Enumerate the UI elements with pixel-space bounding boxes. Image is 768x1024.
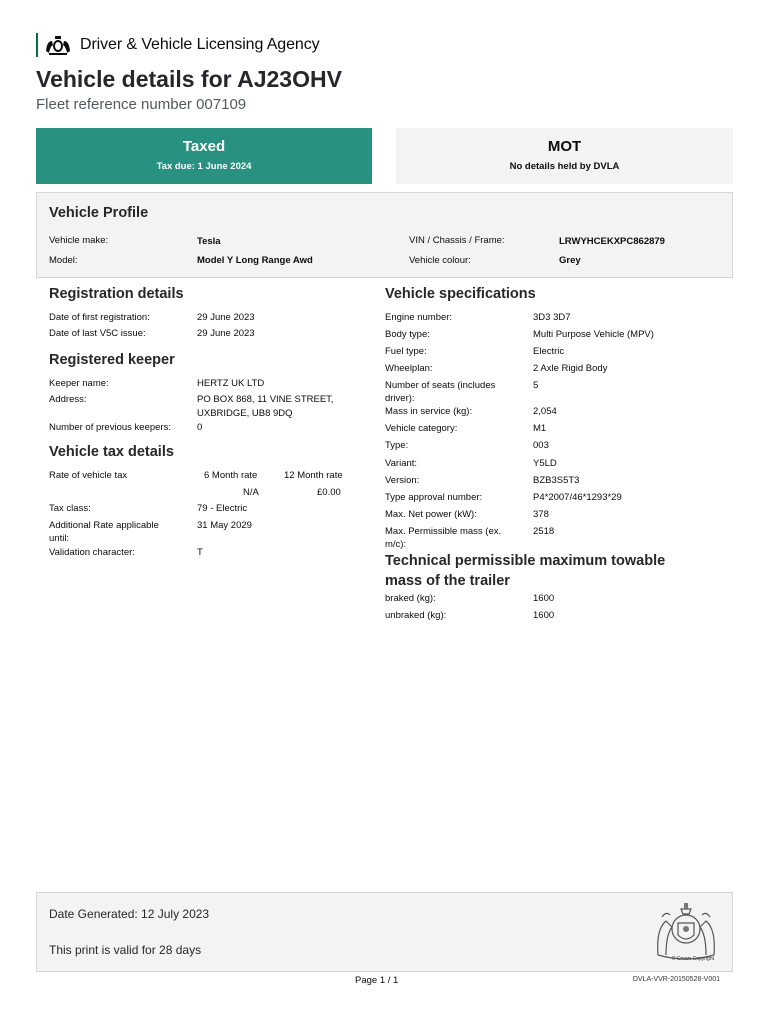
additional-rate-label: Additional Rate applicable xyxy=(49,520,159,531)
tax-due-date: Tax due: 1 June 2024 xyxy=(156,161,252,172)
braked-value: 1600 xyxy=(533,593,555,604)
spec-value: Electric xyxy=(533,346,565,357)
tax-rate-label: Rate of vehicle tax xyxy=(49,470,128,481)
vehicle-colour-value: Grey xyxy=(559,255,581,266)
agency-name: Driver & Vehicle Licensing Agency xyxy=(80,36,320,53)
agency-header xyxy=(36,33,320,57)
last-v5c-label: Date of last V5C issue: xyxy=(49,328,146,339)
spec-label: Number of seats (includes xyxy=(385,380,496,391)
spec-label: Variant: xyxy=(385,458,418,469)
spec-label: Engine number: xyxy=(385,312,453,323)
unbraked-label: unbraked (kg): xyxy=(385,610,447,621)
vehicle-profile-panel xyxy=(36,192,733,278)
twelve-month-rate-header: 12 Month rate xyxy=(284,470,343,481)
validity-note: This print is valid for 28 days xyxy=(49,943,202,957)
vehicle-make-value: Tesla xyxy=(197,236,221,247)
page-number: Page 1 / 1 xyxy=(355,975,399,986)
spec-value: Y5LD xyxy=(533,458,557,469)
spec-value: BZB3S5T3 xyxy=(533,475,580,486)
fleet-reference: Fleet reference number 007109 xyxy=(36,96,247,113)
footer-panel xyxy=(36,892,733,972)
first-registration-value: 29 June 2023 xyxy=(197,312,255,323)
spec-value: 003 xyxy=(533,440,549,451)
additional-rate-label-2: until: xyxy=(49,533,70,544)
crown-copyright: © Crown Copyright xyxy=(671,956,714,962)
tax-heading: Vehicle tax details xyxy=(49,444,174,460)
spec-label: Version: xyxy=(385,475,420,486)
spec-value: 2518 xyxy=(533,526,555,537)
date-generated: Date Generated: 12 July 2023 xyxy=(49,907,210,921)
spec-label: Max. Permissible mass (ex. xyxy=(385,526,502,537)
royal-crest-icon xyxy=(44,33,72,57)
model-value: Model Y Long Range Awd xyxy=(197,255,313,266)
twelve-month-rate-value: £0.00 xyxy=(317,487,341,498)
spec-label: Body type: xyxy=(385,329,430,340)
previous-keepers-value: 0 xyxy=(197,422,203,433)
registration-heading: Registration details xyxy=(49,286,184,302)
unbraked-value: 1600 xyxy=(533,610,555,621)
model-label: Model: xyxy=(49,255,78,266)
keeper-name-value: HERTZ UK LTD xyxy=(197,378,265,389)
spec-value: P4*2007/46*1293*29 xyxy=(533,492,622,503)
spec-label: Type: xyxy=(385,440,409,451)
towable-heading-line1: Technical permissible maximum towable xyxy=(385,553,666,569)
last-v5c-value: 29 June 2023 xyxy=(197,328,255,339)
validation-character-label: Validation character: xyxy=(49,547,135,558)
spec-label: Wheelplan: xyxy=(385,363,433,374)
spec-label: Vehicle category: xyxy=(385,423,458,434)
towable-heading-line2: mass of the trailer xyxy=(385,573,510,589)
address-label: Address: xyxy=(49,394,87,405)
tax-class-value: 79 - Electric xyxy=(197,503,248,514)
tax-class-label: Tax class: xyxy=(49,503,91,514)
validation-character-value: T xyxy=(197,547,203,558)
braked-label: braked (kg): xyxy=(385,593,436,604)
spec-value: 378 xyxy=(533,509,549,520)
vehicle-profile-heading: Vehicle Profile xyxy=(49,205,149,221)
additional-rate-value: 31 May 2029 xyxy=(197,520,252,531)
page-title: Vehicle details for AJ23OHV xyxy=(36,66,342,92)
spec-value: 2 Axle Rigid Body xyxy=(533,363,608,374)
mot-status-title: MOT xyxy=(547,138,582,155)
spec-value: 5 xyxy=(533,380,539,391)
first-registration-label: Date of first registration: xyxy=(49,312,150,323)
spec-value: Multi Purpose Vehicle (MPV) xyxy=(533,329,654,340)
tax-status-title: Taxed xyxy=(182,138,226,155)
vehicle-make-label: Vehicle make: xyxy=(49,235,109,246)
spec-label: Mass in service (kg): xyxy=(385,406,473,417)
address-line1: PO BOX 868, 11 VINE STREET, xyxy=(197,394,334,405)
address-line2: UXBRIDGE, UB8 9DQ xyxy=(197,408,293,419)
vehicle-colour-label: Vehicle colour: xyxy=(409,255,471,266)
document-reference: DVLA-VVR-20150528-V001 xyxy=(632,976,720,983)
spec-label: Max. Net power (kW): xyxy=(385,509,477,520)
spec-label-continued: driver): xyxy=(385,393,415,404)
previous-keepers-label: Number of previous keepers: xyxy=(49,422,171,433)
tax-status-panel xyxy=(36,128,372,184)
keeper-heading: Registered keeper xyxy=(49,352,175,368)
spec-value: 3D3 3D7 xyxy=(533,312,571,323)
six-month-rate-header: 6 Month rate xyxy=(204,470,258,481)
six-month-rate-value: N/A xyxy=(243,487,259,498)
mot-status-detail: No details held by DVLA xyxy=(509,161,620,172)
mot-status-panel xyxy=(396,128,733,184)
spec-label-continued: m/c): xyxy=(385,539,407,550)
spec-value: 2,054 xyxy=(533,406,557,417)
keeper-name-label: Keeper name: xyxy=(49,378,109,389)
spec-label: Type approval number: xyxy=(385,492,483,503)
spec-label: Fuel type: xyxy=(385,346,427,357)
vin-label: VIN / Chassis / Frame: xyxy=(409,235,505,246)
specifications-heading: Vehicle specifications xyxy=(385,286,536,302)
vin-value: LRWYHCEKXPC862879 xyxy=(559,236,665,247)
spec-value: M1 xyxy=(533,423,547,434)
